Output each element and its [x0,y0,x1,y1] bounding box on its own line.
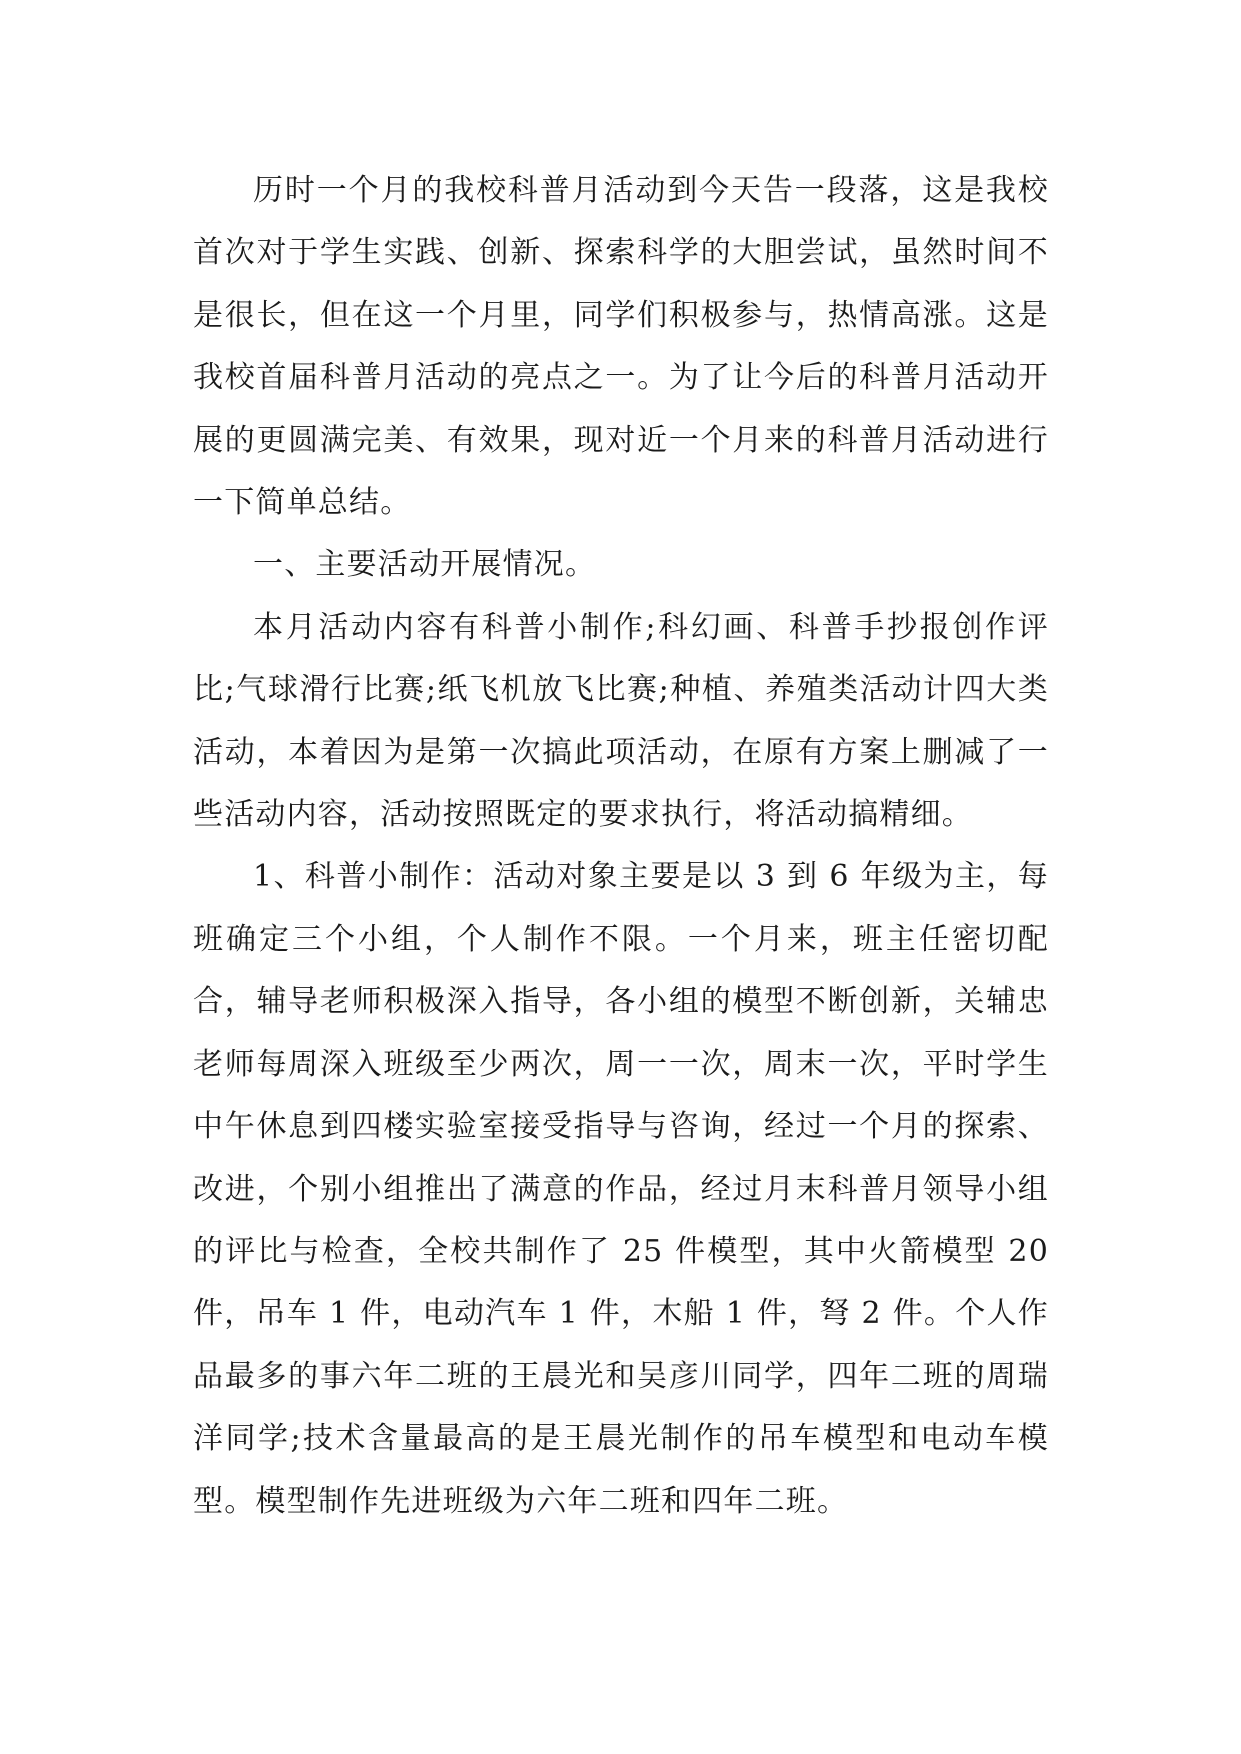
intro-paragraph: 历时一个月的我校科普月活动到今天告一段落，这是我校首次对于学生实践、创新、探索科学的大胆尝试，虽然时间不是很长，但在这一个月里，同学们积极参与，热情高涨。这是我校首届科普月活动的亮点之一。为了让今后的科普月活动开展的更圆满完美、有效果，现对近一个月来的科普月活动进行一下简单总结。 [193,173,1049,521]
activities-paragraph: 本月活动内容有科普小制作;科幻画、科普手抄报创作评比;气球滑行比赛;纸飞机放飞比赛;种植、养殖类活动计四大类活动，本着因为是第一次搞此项活动，在原有方案上删减了一些活动内容，活动按照既定的要求执行，将活动搞精细。 [193,609,1049,833]
document-body [193,160,1049,1533]
science-craft-paragraph: 1、科普小制作：活动对象主要是以 3 到 6 年级为主，每班确定三个小组，个人制作不限。一个月来，班主任密切配合，辅导老师积极深入指导，各小组的模型不断创新，关辅忠老师每周深入班级至少两次，周一一次，周末一次，平时学生中午休息到四楼实验室接受指导与咨询，经过一个月的探索、改进，个别小组推出了满意的作品，经过月末科普月领导小组的评比与检查，全校共制作了 25 件模型，其中火箭模型 20 件，吊车 1 件，电动汽车 1 件，木船 1 件，弩 2 件。个人作品最多的事六年二班的王晨光和吴彦川同学，四年二班的周瑞洋同学;技术含量最高的是王晨光制作的吊车模型和电动车模型。模型制作先进班级为六年二班和四年二班。 [193,859,1049,1519]
section-heading: 一、主要活动开展情况。 [253,547,597,583]
